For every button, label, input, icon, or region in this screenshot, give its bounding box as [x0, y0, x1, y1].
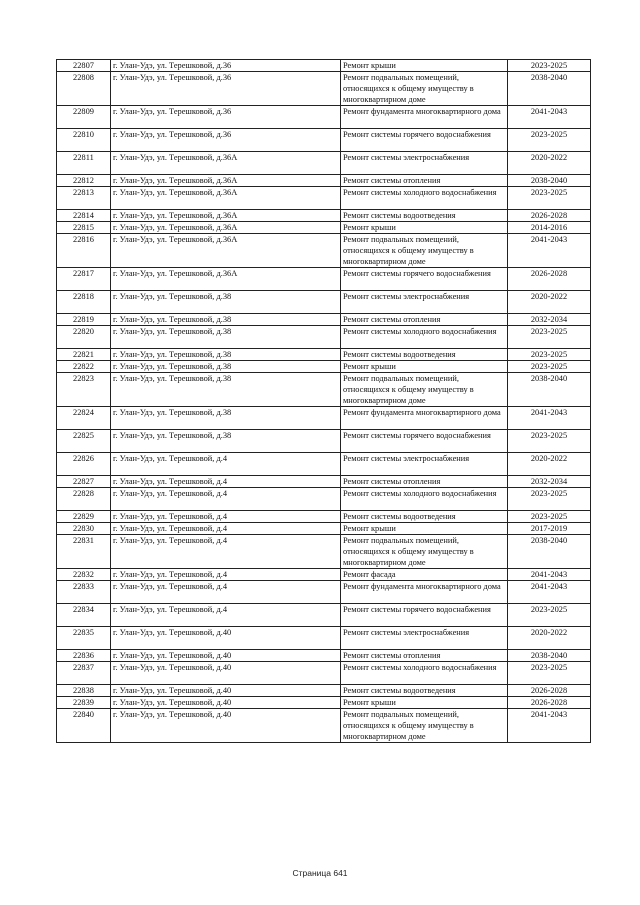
row-address: г. Улан-Удэ, ул. Терешковой, д.36: [111, 129, 341, 152]
row-work-type: Ремонт системы горячего водоснабжения: [341, 268, 508, 291]
row-number: 22831: [57, 535, 111, 569]
row-address: г. Улан-Удэ, ул. Терешковой, д.38: [111, 314, 341, 326]
row-number: 22823: [57, 373, 111, 407]
row-years: 2026-2028: [508, 697, 591, 709]
row-years: 2023-2025: [508, 361, 591, 373]
row-address: г. Улан-Удэ, ул. Терешковой, д.36А: [111, 187, 341, 210]
row-years: 2023-2025: [508, 662, 591, 685]
row-years: 2041-2043: [508, 106, 591, 129]
row-address: г. Улан-Удэ, ул. Терешковой, д.36А: [111, 222, 341, 234]
row-work-type: Ремонт крыши: [341, 222, 508, 234]
row-address: г. Улан-Удэ, ул. Терешковой, д.38: [111, 349, 341, 361]
row-address: г. Улан-Удэ, ул. Терешковой, д.38: [111, 373, 341, 407]
row-work-type: Ремонт системы горячего водоснабжения: [341, 604, 508, 627]
row-work-type: Ремонт системы водоотведения: [341, 511, 508, 523]
row-work-type: Ремонт системы холодного водоснабжения: [341, 326, 508, 349]
row-address: г. Улан-Удэ, ул. Терешковой, д.40: [111, 685, 341, 697]
row-number: 22835: [57, 627, 111, 650]
row-years: 2023-2025: [508, 430, 591, 453]
table-row: [57, 650, 591, 662]
row-years: 2026-2028: [508, 210, 591, 222]
row-years: 2023-2025: [508, 604, 591, 627]
row-years: 2041-2043: [508, 569, 591, 581]
row-address: г. Улан-Удэ, ул. Терешковой, д.4: [111, 511, 341, 523]
row-work-type: Ремонт крыши: [341, 60, 508, 72]
table-row: [57, 314, 591, 326]
row-number: 22815: [57, 222, 111, 234]
row-address: г. Улан-Удэ, ул. Терешковой, д.4: [111, 581, 341, 604]
table-row: [57, 175, 591, 187]
row-work-type: Ремонт фасада: [341, 569, 508, 581]
row-number: 22830: [57, 523, 111, 535]
row-number: 22825: [57, 430, 111, 453]
row-number: 22818: [57, 291, 111, 314]
table-row: [57, 72, 591, 106]
table-row: [57, 523, 591, 535]
row-work-type: Ремонт подвальных помещений, относящихся к общему имуществу в многоквартирном доме: [341, 535, 508, 569]
row-work-type: Ремонт системы водоотведения: [341, 349, 508, 361]
page-number: Страница 641: [292, 868, 348, 878]
table-row: [57, 210, 591, 222]
row-years: 2020-2022: [508, 152, 591, 175]
row-years: 2038-2040: [508, 373, 591, 407]
row-address: г. Улан-Удэ, ул. Терешковой, д.36: [111, 60, 341, 72]
row-number: 22822: [57, 361, 111, 373]
row-address: г. Улан-Удэ, ул. Терешковой, д.36: [111, 72, 341, 106]
row-address: г. Улан-Удэ, ул. Терешковой, д.4: [111, 523, 341, 535]
row-number: 22814: [57, 210, 111, 222]
row-work-type: Ремонт крыши: [341, 523, 508, 535]
row-work-type: Ремонт подвальных помещений, относящихся к общему имуществу в многоквартирном доме: [341, 234, 508, 268]
row-years: 2023-2025: [508, 326, 591, 349]
row-number: 22824: [57, 407, 111, 430]
row-number: 22816: [57, 234, 111, 268]
row-address: г. Улан-Удэ, ул. Терешковой, д.36А: [111, 268, 341, 291]
row-number: 22838: [57, 685, 111, 697]
row-years: 2020-2022: [508, 453, 591, 476]
row-number: 22812: [57, 175, 111, 187]
row-address: г. Улан-Удэ, ул. Терешковой, д.4: [111, 604, 341, 627]
table-row: [57, 106, 591, 129]
table-row: [57, 349, 591, 361]
row-number: 22839: [57, 697, 111, 709]
row-address: г. Улан-Удэ, ул. Терешковой, д.38: [111, 326, 341, 349]
row-number: 22828: [57, 488, 111, 511]
table-row: [57, 187, 591, 210]
row-years: 2017-2019: [508, 523, 591, 535]
row-address: г. Улан-Удэ, ул. Терешковой, д.40: [111, 697, 341, 709]
row-work-type: Ремонт подвальных помещений, относящихся к общему имуществу в многоквартирном доме: [341, 709, 508, 743]
row-address: г. Улан-Удэ, ул. Терешковой, д.40: [111, 650, 341, 662]
table-row: [57, 511, 591, 523]
row-number: 22829: [57, 511, 111, 523]
row-address: г. Улан-Удэ, ул. Терешковой, д.36А: [111, 210, 341, 222]
row-years: 2038-2040: [508, 535, 591, 569]
row-years: 2032-2034: [508, 476, 591, 488]
row-address: г. Улан-Удэ, ул. Терешковой, д.4: [111, 453, 341, 476]
row-address: г. Улан-Удэ, ул. Терешковой, д.4: [111, 476, 341, 488]
table-row: [57, 129, 591, 152]
table-row: [57, 430, 591, 453]
row-address: г. Улан-Удэ, ул. Терешковой, д.38: [111, 407, 341, 430]
row-address: г. Улан-Удэ, ул. Терешковой, д.36А: [111, 152, 341, 175]
row-number: 22840: [57, 709, 111, 743]
row-number: 22811: [57, 152, 111, 175]
row-work-type: Ремонт системы холодного водоснабжения: [341, 187, 508, 210]
row-work-type: Ремонт системы электроснабжения: [341, 627, 508, 650]
table-row: [57, 152, 591, 175]
row-number: 22813: [57, 187, 111, 210]
table-row: [57, 407, 591, 430]
table-row: [57, 709, 591, 743]
row-work-type: Ремонт системы электроснабжения: [341, 453, 508, 476]
table-row: [57, 662, 591, 685]
row-work-type: Ремонт системы отопления: [341, 476, 508, 488]
row-number: 22833: [57, 581, 111, 604]
row-number: 22809: [57, 106, 111, 129]
table-row: [57, 361, 591, 373]
row-work-type: Ремонт системы электроснабжения: [341, 152, 508, 175]
row-address: г. Улан-Удэ, ул. Терешковой, д.38: [111, 430, 341, 453]
row-work-type: Ремонт системы отопления: [341, 650, 508, 662]
row-work-type: Ремонт системы горячего водоснабжения: [341, 129, 508, 152]
row-work-type: Ремонт крыши: [341, 697, 508, 709]
row-work-type: Ремонт подвальных помещений, относящихся к общему имуществу в многоквартирном доме: [341, 72, 508, 106]
row-work-type: Ремонт крыши: [341, 361, 508, 373]
row-number: 22832: [57, 569, 111, 581]
row-address: г. Улан-Удэ, ул. Терешковой, д.4: [111, 535, 341, 569]
table-row: [57, 291, 591, 314]
row-years: 2014-2016: [508, 222, 591, 234]
table-row: [57, 373, 591, 407]
table-row: [57, 581, 591, 604]
table-row: [57, 488, 591, 511]
repair-schedule-table: [56, 59, 591, 743]
table-row: [57, 234, 591, 268]
row-number: 22821: [57, 349, 111, 361]
row-years: 2023-2025: [508, 511, 591, 523]
row-number: 22810: [57, 129, 111, 152]
row-number: 22820: [57, 326, 111, 349]
row-years: 2023-2025: [508, 187, 591, 210]
row-work-type: Ремонт системы горячего водоснабжения: [341, 430, 508, 453]
row-years: 2038-2040: [508, 650, 591, 662]
row-years: 2020-2022: [508, 291, 591, 314]
table-row: [57, 268, 591, 291]
row-address: г. Улан-Удэ, ул. Терешковой, д.40: [111, 709, 341, 743]
row-number: 22819: [57, 314, 111, 326]
row-years: 2041-2043: [508, 234, 591, 268]
row-address: г. Улан-Удэ, ул. Терешковой, д.40: [111, 662, 341, 685]
table-row: [57, 697, 591, 709]
row-years: 2023-2025: [508, 349, 591, 361]
row-years: 2041-2043: [508, 709, 591, 743]
row-years: 2026-2028: [508, 685, 591, 697]
row-work-type: Ремонт системы холодного водоснабжения: [341, 662, 508, 685]
row-number: 22817: [57, 268, 111, 291]
row-years: 2020-2022: [508, 627, 591, 650]
row-work-type: Ремонт системы электроснабжения: [341, 291, 508, 314]
table-row: [57, 604, 591, 627]
row-number: 22837: [57, 662, 111, 685]
row-years: 2038-2040: [508, 175, 591, 187]
row-address: г. Улан-Удэ, ул. Терешковой, д.40: [111, 627, 341, 650]
row-years: 2032-2034: [508, 314, 591, 326]
row-years: 2023-2025: [508, 488, 591, 511]
table-row: [57, 535, 591, 569]
table-row: [57, 685, 591, 697]
row-address: г. Улан-Удэ, ул. Терешковой, д.4: [111, 488, 341, 511]
row-work-type: Ремонт системы отопления: [341, 314, 508, 326]
row-address: г. Улан-Удэ, ул. Терешковой, д.36: [111, 106, 341, 129]
row-work-type: Ремонт подвальных помещений, относящихся к общему имуществу в многоквартирном доме: [341, 373, 508, 407]
row-number: 22834: [57, 604, 111, 627]
row-work-type: Ремонт системы холодного водоснабжения: [341, 488, 508, 511]
row-work-type: Ремонт системы водоотведения: [341, 210, 508, 222]
row-number: 22826: [57, 453, 111, 476]
row-years: 2038-2040: [508, 72, 591, 106]
table-row: [57, 569, 591, 581]
row-years: 2041-2043: [508, 407, 591, 430]
table-row: [57, 60, 591, 72]
row-address: г. Улан-Удэ, ул. Терешковой, д.38: [111, 291, 341, 314]
row-work-type: Ремонт фундамента многоквартирного дома: [341, 407, 508, 430]
row-work-type: Ремонт системы водоотведения: [341, 685, 508, 697]
table-row: [57, 627, 591, 650]
table-row: [57, 222, 591, 234]
row-address: г. Улан-Удэ, ул. Терешковой, д.4: [111, 569, 341, 581]
row-years: 2023-2025: [508, 129, 591, 152]
row-years: 2023-2025: [508, 60, 591, 72]
row-work-type: Ремонт фундамента многоквартирного дома: [341, 106, 508, 129]
row-number: 22808: [57, 72, 111, 106]
row-address: г. Улан-Удэ, ул. Терешковой, д.36А: [111, 234, 341, 268]
row-number: 22836: [57, 650, 111, 662]
row-number: 22827: [57, 476, 111, 488]
row-years: 2026-2028: [508, 268, 591, 291]
row-years: 2041-2043: [508, 581, 591, 604]
table-body: [57, 60, 591, 743]
row-address: г. Улан-Удэ, ул. Терешковой, д.38: [111, 361, 341, 373]
table-row: [57, 453, 591, 476]
row-work-type: Ремонт системы отопления: [341, 175, 508, 187]
row-address: г. Улан-Удэ, ул. Терешковой, д.36А: [111, 175, 341, 187]
table-row: [57, 326, 591, 349]
row-work-type: Ремонт фундамента многоквартирного дома: [341, 581, 508, 604]
table-row: [57, 476, 591, 488]
row-number: 22807: [57, 60, 111, 72]
